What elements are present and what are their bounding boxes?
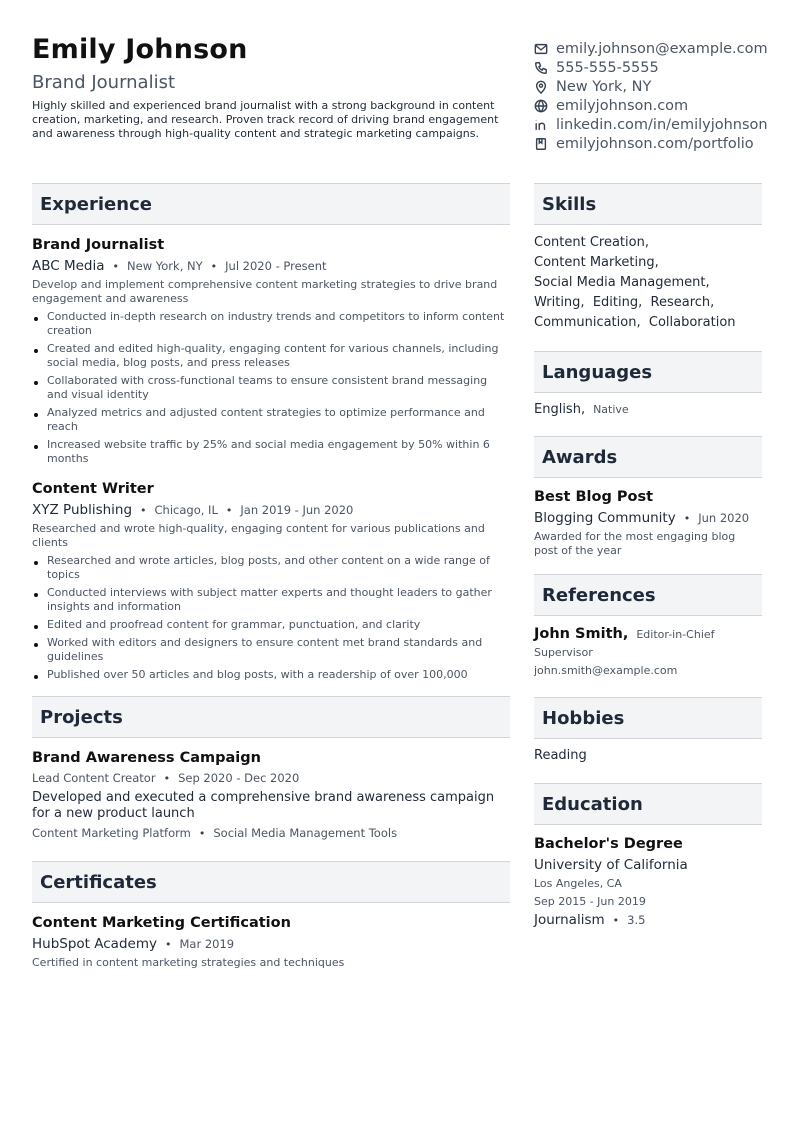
education-school: University of California [534, 857, 688, 873]
skill-item: Research, [650, 295, 715, 310]
certificate-entry [32, 914, 510, 970]
project-tool: Content Marketing Platform [32, 826, 191, 840]
experience-entry [32, 480, 510, 682]
skill-item: Social Media Management, [534, 275, 710, 290]
job-dates: Jul 2020 - Present [225, 259, 327, 273]
award-date: Jun 2020 [698, 511, 750, 525]
award-org: Blogging Community [534, 510, 676, 526]
award-title: Best Blog Post [534, 489, 654, 505]
experience-heading: Experience [32, 183, 510, 225]
project-tool: Social Media Management Tools [213, 826, 398, 840]
language-entry [534, 400, 762, 420]
phone-icon [534, 61, 548, 75]
education-field-meta [534, 911, 762, 930]
side-column [534, 183, 762, 930]
certificate-meta [32, 935, 510, 954]
job-bullets [32, 310, 510, 466]
certificate-description: Certified in content marketing strategies and techniques [32, 956, 345, 969]
reference-relation: Supervisor [534, 646, 593, 659]
list-item: Analyzed metrics and adjusted content strategies to optimize performance and reach [32, 406, 510, 434]
list-item: Published over 50 articles and blog posts, with a readership of over 100,000 [32, 668, 510, 682]
experience-entry [32, 236, 510, 466]
contact-website-text: emilyjohnson.com [556, 97, 689, 114]
contact-email-text: emily.johnson@example.com [556, 40, 768, 57]
hobby-item: Reading [534, 748, 587, 763]
skill-item: Collaboration [648, 315, 736, 330]
separator-dot: • [163, 772, 171, 785]
job-bullets [32, 554, 510, 682]
education-entry [534, 835, 762, 930]
job-title: Brand Journalist [32, 237, 165, 253]
skills-list [534, 233, 762, 333]
project-meta [32, 769, 510, 788]
separator-dot: • [198, 827, 206, 840]
contact-location-text: New York, NY [556, 78, 652, 95]
separator-dot: • [140, 504, 147, 517]
reference-entry [534, 625, 762, 680]
education-location: Los Angeles, CA [534, 877, 622, 890]
globe-icon [534, 99, 548, 113]
separator-dot: • [225, 504, 233, 517]
contact-email[interactable] [534, 39, 792, 58]
reference-email[interactable]: john.smith@example.com [534, 664, 678, 677]
education-dates: Sep 2015 - Jun 2019 [534, 895, 646, 908]
separator-dot: • [112, 260, 120, 273]
education-field: Journalism [534, 912, 605, 928]
separator-dot: • [210, 260, 218, 273]
job-dates: Jan 2019 - Jun 2020 [240, 503, 354, 517]
separator-dot: • [164, 938, 172, 951]
list-item: Worked with editors and designers to ensure content met brand standards and guidelines [32, 636, 510, 664]
projects-heading: Projects [32, 696, 510, 738]
separator-dot: • [612, 914, 620, 927]
job-title: Content Writer [32, 481, 154, 497]
references-heading: References [534, 574, 762, 616]
hobbies-heading: Hobbies [534, 697, 762, 739]
main-column [32, 183, 510, 970]
job-location: Chicago, IL [154, 503, 218, 517]
list-item: Created and edited high-quality, engaging content for various channels, including social media, blog posts, and press releases [32, 342, 510, 370]
reference-role: Editor-in-Chief [636, 628, 715, 641]
education-gpa: 3.5 [627, 913, 646, 927]
contact-portfolio-text: emilyjohnson.com/portfolio [556, 135, 754, 152]
list-item: Increased website traffic by 25% and social media engagement by 50% within 6 months [32, 438, 510, 466]
map-pin-icon [534, 80, 548, 94]
contact-block [534, 39, 792, 153]
job-company: XYZ Publishing [32, 502, 133, 518]
language-name: English, [534, 402, 586, 417]
contact-location [534, 77, 792, 96]
linkedin-icon [534, 118, 548, 132]
list-item: Collaborated with cross-functional teams to ensure consistent brand messaging and visual identity [32, 374, 510, 402]
award-entry [534, 488, 762, 558]
awards-heading: Awards [534, 436, 762, 478]
reference-header [534, 625, 762, 643]
skill-item: Editing, [592, 295, 643, 310]
contact-website[interactable] [534, 96, 792, 115]
project-tools [32, 824, 510, 843]
list-item: Conducted in-depth research on industry trends and competitors to inform content creation [32, 310, 510, 338]
resume-header [32, 34, 512, 141]
skill-item: Content Creation, [534, 235, 649, 250]
reference-name: John Smith, [534, 626, 629, 642]
candidate-title: Brand Journalist [32, 72, 176, 93]
certificate-title: Content Marketing Certification [32, 915, 291, 931]
mail-icon [534, 42, 548, 56]
certificate-date: Mar 2019 [179, 937, 235, 951]
job-description: Researched and wrote high-quality, engaging content for various publications and clients [32, 522, 485, 549]
project-entry [32, 749, 510, 843]
skill-item: Writing, [534, 295, 585, 310]
certificates-heading: Certificates [32, 861, 510, 903]
certificate-issuer: HubSpot Academy [32, 936, 157, 952]
job-description: Develop and implement comprehensive content marketing strategies to drive brand engagement and awareness [32, 278, 498, 305]
award-description: Awarded for the most engaging blog post of the year [534, 530, 736, 557]
skills-heading: Skills [534, 183, 762, 225]
list-item: Researched and wrote articles, blog posts, and other content on a wide range of topics [32, 554, 510, 582]
skill-item: Content Marketing, [534, 255, 659, 270]
language-level: Native [593, 403, 629, 416]
contact-linkedin-text: linkedin.com/in/emilyjohnson [556, 116, 768, 133]
education-degree: Bachelor's Degree [534, 836, 683, 852]
project-description: Developed and executed a comprehensive brand awareness campaign for a new product launch [32, 790, 495, 821]
contact-phone[interactable] [534, 58, 792, 77]
list-item: Edited and proofread content for grammar, punctuation, and clarity [32, 618, 510, 632]
candidate-name: Emily Johnson [32, 34, 248, 65]
job-location: New York, NY [127, 259, 203, 273]
project-dates: Sep 2020 - Dec 2020 [178, 771, 300, 785]
contact-linkedin[interactable] [534, 115, 792, 134]
job-company: ABC Media [32, 258, 105, 274]
project-title: Brand Awareness Campaign [32, 750, 261, 766]
education-heading: Education [534, 783, 762, 825]
contact-phone-text: 555-555-5555 [556, 59, 659, 76]
project-role: Lead Content Creator [32, 771, 156, 785]
skill-item: Communication, [534, 315, 641, 330]
bookmark-icon [534, 137, 548, 151]
contact-portfolio[interactable] [534, 134, 792, 153]
summary-text: Highly skilled and experienced brand journalist with a strong background in content creation, marketing, and research. Proven track record of driving brand engagement and awareness through high-quality content and strategic marketing campaigns. [32, 99, 499, 140]
list-item: Conducted interviews with subject matter experts and thought leaders to gather insights and information [32, 586, 510, 614]
languages-heading: Languages [534, 351, 762, 393]
award-meta [534, 509, 762, 528]
job-meta [32, 501, 510, 520]
job-meta [32, 257, 510, 276]
separator-dot: • [683, 512, 691, 525]
